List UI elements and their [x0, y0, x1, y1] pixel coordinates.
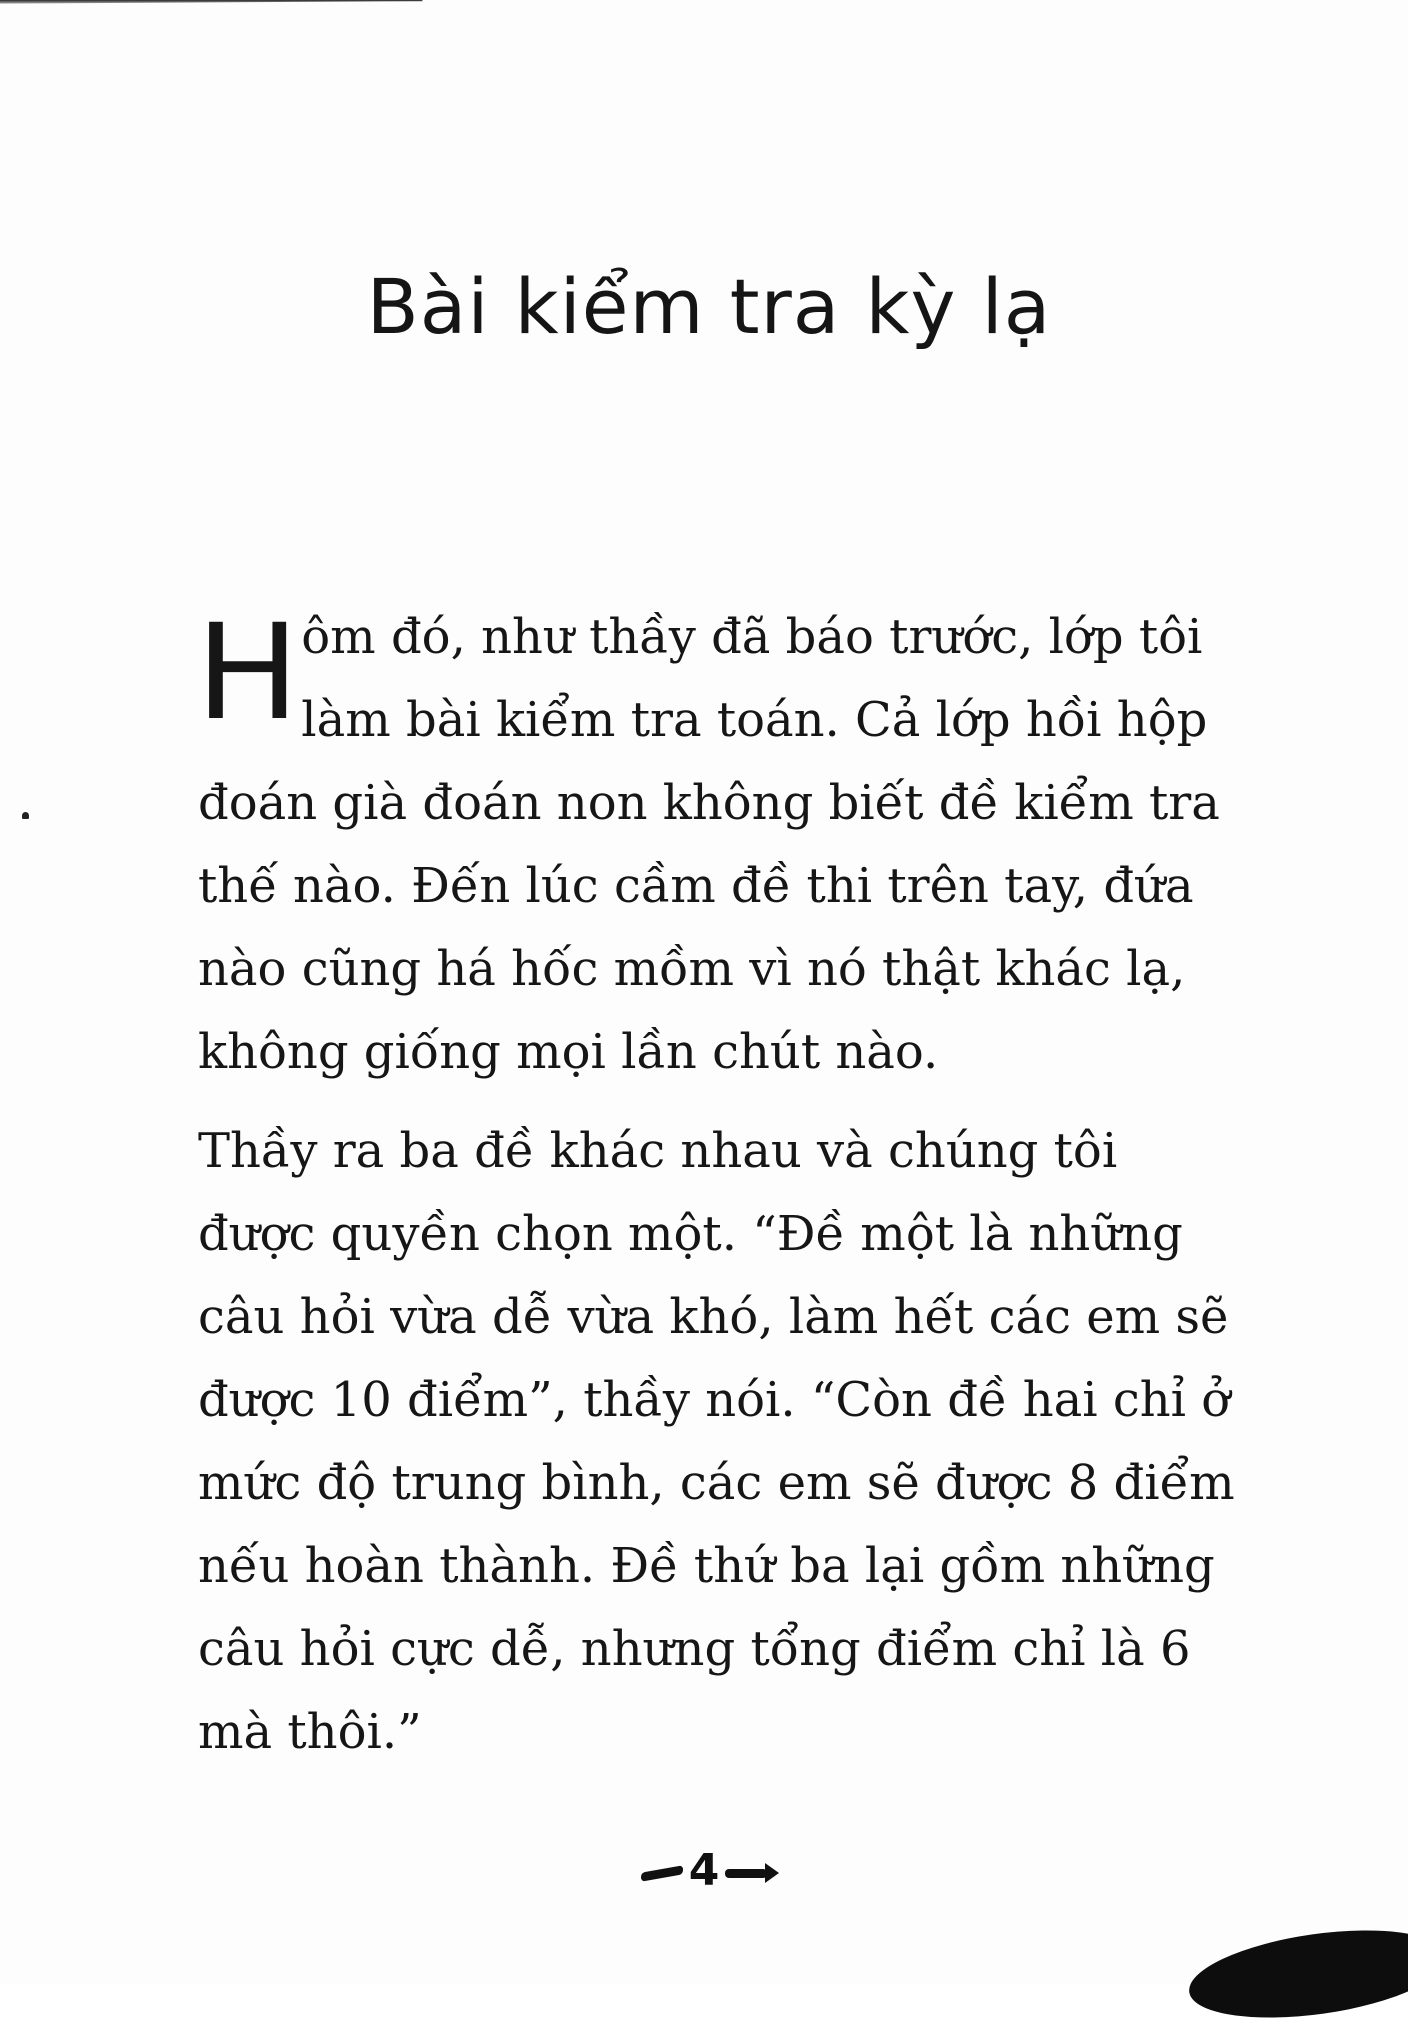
chapter-body [195, 596, 1248, 1774]
drop-cap: H [195, 596, 300, 750]
page-footer [0, 1845, 1408, 1896]
scan-speck [22, 812, 29, 819]
paragraph-1-text: ôm đó, như thầy đã báo trước, lớp tôi làm bài kiểm tra toán. Cả lớp hồi hộp đoán già đoán non không biết đề kiểm tra thế nào. Đến lúc cầm đề thi trên tay, đứa nào cũng há hốc mồm vì nó thật khác lạ, không giống mọi lần chút nào. [198, 609, 1220, 1080]
scan-edge-shadow [0, 0, 1408, 6]
paragraph-2: Thầy ra ba đề khác nhau và chúng tôi được quyền chọn một. “Đề một là những câu hỏi vừa dễ vừa khó, làm hết các em sẽ được 10 điểm”, thầy nói. “Còn đề hai chỉ ở mức độ trung bình, các em sẽ được 8 điểm nếu hoàn thành. Đề thứ ba lại gồm những câu hỏi cực dễ, nhưng tổng điểm chỉ là 6 mà thôi.” [198, 1123, 1235, 1760]
paragraph-1 [195, 596, 1248, 1094]
page-corner-shadow [1184, 1916, 1408, 2031]
footer-dash-ornament [641, 1865, 683, 1881]
chapter-title: Bài kiểm tra kỳ lạ [366, 262, 1052, 351]
page-number: 4 [688, 1845, 720, 1896]
footer-arrow-ornament [725, 1869, 767, 1878]
